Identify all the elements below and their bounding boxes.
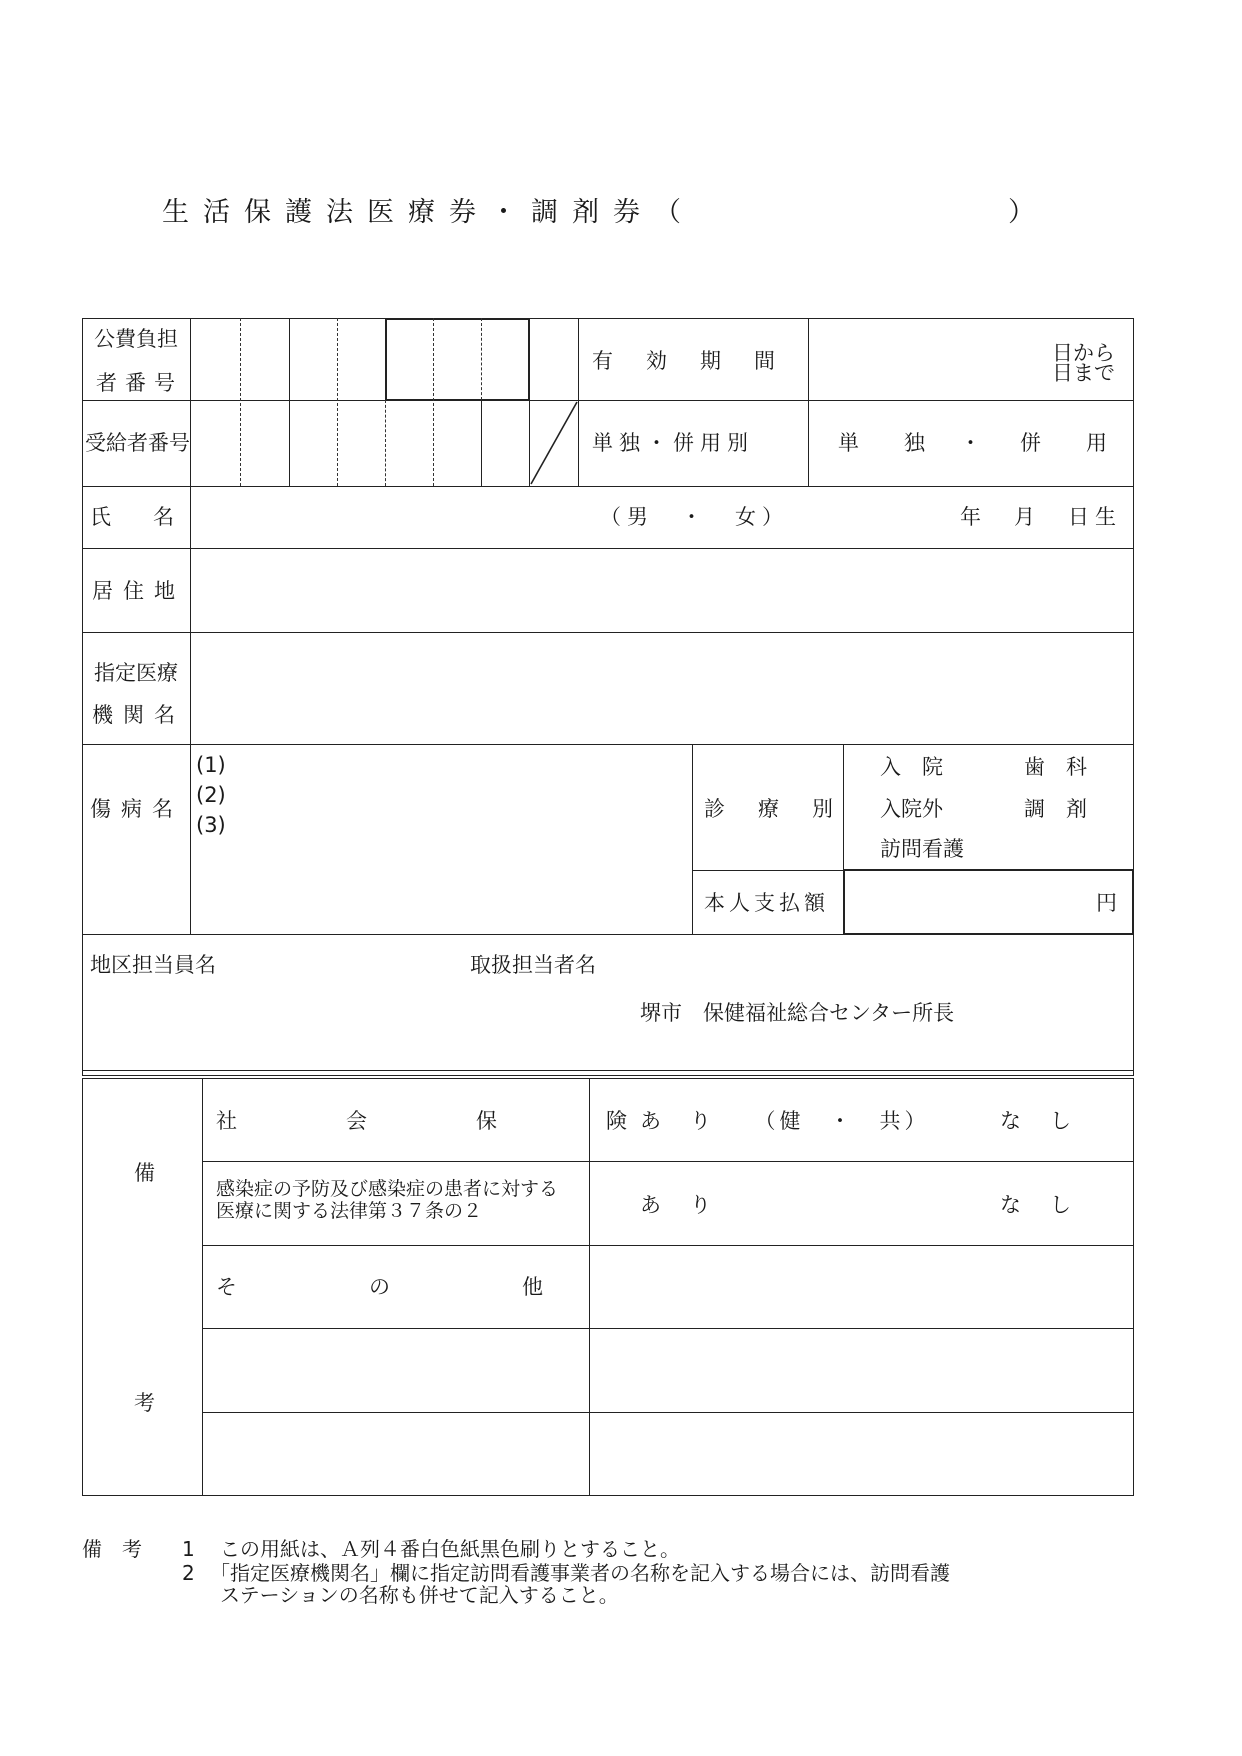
birth-date-label: 年 月 日生	[960, 505, 1122, 529]
double-line	[82, 1070, 1134, 1071]
digit-separator	[337, 318, 338, 486]
social-insurance-yes: あ り （健 ・ 共）	[640, 1109, 930, 1133]
remarks-label-top: 備	[134, 1161, 155, 1185]
valid-period-label: 有 効 期 間	[592, 349, 781, 373]
treatment-home-nursing: 訪問看護	[880, 837, 964, 861]
social-insurance-no: な し	[1000, 1109, 1075, 1133]
treatment-dental: 歯 科	[1024, 755, 1087, 779]
disease-item-1: (1)	[196, 753, 226, 777]
payer-number-label-1: 公費負担	[94, 327, 178, 351]
row-divider	[82, 632, 1134, 633]
combined-option: 併 用	[1020, 431, 1119, 455]
digit-separator	[240, 318, 241, 486]
social-insurance-label: 社 会 保 険	[216, 1109, 671, 1133]
grid-divider	[289, 318, 290, 486]
remarks-row-divider	[202, 1328, 1134, 1329]
digit-separator	[433, 318, 434, 486]
single-combined-label: 単独・併用別	[592, 431, 754, 455]
treatment-label: 診 療 別	[704, 797, 839, 821]
disease-label: 傷病名	[90, 797, 183, 821]
treatment-dispensing: 調 剤	[1024, 797, 1087, 821]
note-2-number: 2	[182, 1561, 195, 1585]
valid-to: 日まで	[1052, 361, 1115, 385]
payer-number-label-2: 者番号	[96, 371, 183, 395]
row-divider	[82, 744, 1134, 745]
grid-divider	[481, 400, 482, 486]
treatment-divider	[692, 870, 844, 871]
remarks-label-bottom: 考	[134, 1391, 155, 1415]
disease-divider	[692, 744, 693, 934]
row-divider	[82, 548, 1134, 549]
self-pay-label: 本人支払額	[704, 891, 829, 915]
note-2-text: 「指定医療機関名」欄に指定訪問看護事業者の名称を記入する場合には、訪問看護	[210, 1561, 950, 1585]
row-divider	[82, 486, 1134, 487]
remarks-value-divider	[589, 1078, 590, 1496]
note-2-continuation: ステーションの名称も併せて記入すること。	[220, 1583, 619, 1607]
note-1-text: この用紙は、Ａ列４番白色紙黒色刷りとすること。	[220, 1537, 680, 1561]
note-1-number: 1	[182, 1537, 195, 1561]
disease-item-3: (3)	[196, 813, 226, 837]
infectious-law-yes: あ り	[640, 1193, 715, 1217]
remarks-row-divider	[202, 1161, 1134, 1162]
title-close-paren: ）	[1008, 197, 1035, 228]
digit-separator	[385, 400, 386, 486]
diagonal-slash	[529, 400, 579, 486]
yen-unit: 円	[1096, 891, 1117, 915]
name-label: 氏 名	[90, 505, 174, 529]
remarks-row-divider	[202, 1412, 1134, 1413]
treatment-inpatient: 入 院	[880, 755, 943, 779]
sex-options: （男 ・ 女）	[600, 505, 789, 529]
self-pay-bold-box	[843, 869, 1134, 935]
label-column-divider	[190, 318, 191, 934]
infectious-law-label-2: 医療に関する法律第３７条の２	[216, 1200, 483, 1222]
recipient-number-label: 受給者番号	[85, 431, 190, 455]
handler-label: 取扱担当者名	[470, 953, 596, 977]
separator-dot: ・	[960, 431, 981, 455]
remarks-label-divider	[202, 1078, 203, 1496]
single-option: 単 独	[838, 431, 937, 455]
treatment-outpatient: 入院外	[880, 797, 943, 821]
valid-from: 日から	[1052, 341, 1115, 365]
district-staff-label: 地区担当員名	[90, 953, 216, 977]
notes-label: 備 考	[82, 1537, 142, 1561]
issuer-name: 堺市 保健福祉総合センター所長	[640, 1001, 955, 1025]
institution-label-1: 指定医療	[94, 661, 178, 685]
page-title: 生活保護法医療券・調剤券（	[162, 197, 695, 228]
payer-number-bold-box	[385, 318, 530, 401]
infectious-law-label-1: 感染症の予防及び感染症の患者に対する	[216, 1178, 559, 1200]
other-label: そ の 他	[216, 1275, 573, 1299]
grid-divider	[808, 318, 809, 486]
institution-label-2: 機関名	[92, 703, 185, 727]
address-label: 居住地	[92, 579, 185, 603]
infectious-law-no: な し	[1000, 1193, 1075, 1217]
disease-item-2: (2)	[196, 783, 226, 807]
remarks-row-divider	[202, 1245, 1134, 1246]
digit-separator	[481, 318, 482, 400]
